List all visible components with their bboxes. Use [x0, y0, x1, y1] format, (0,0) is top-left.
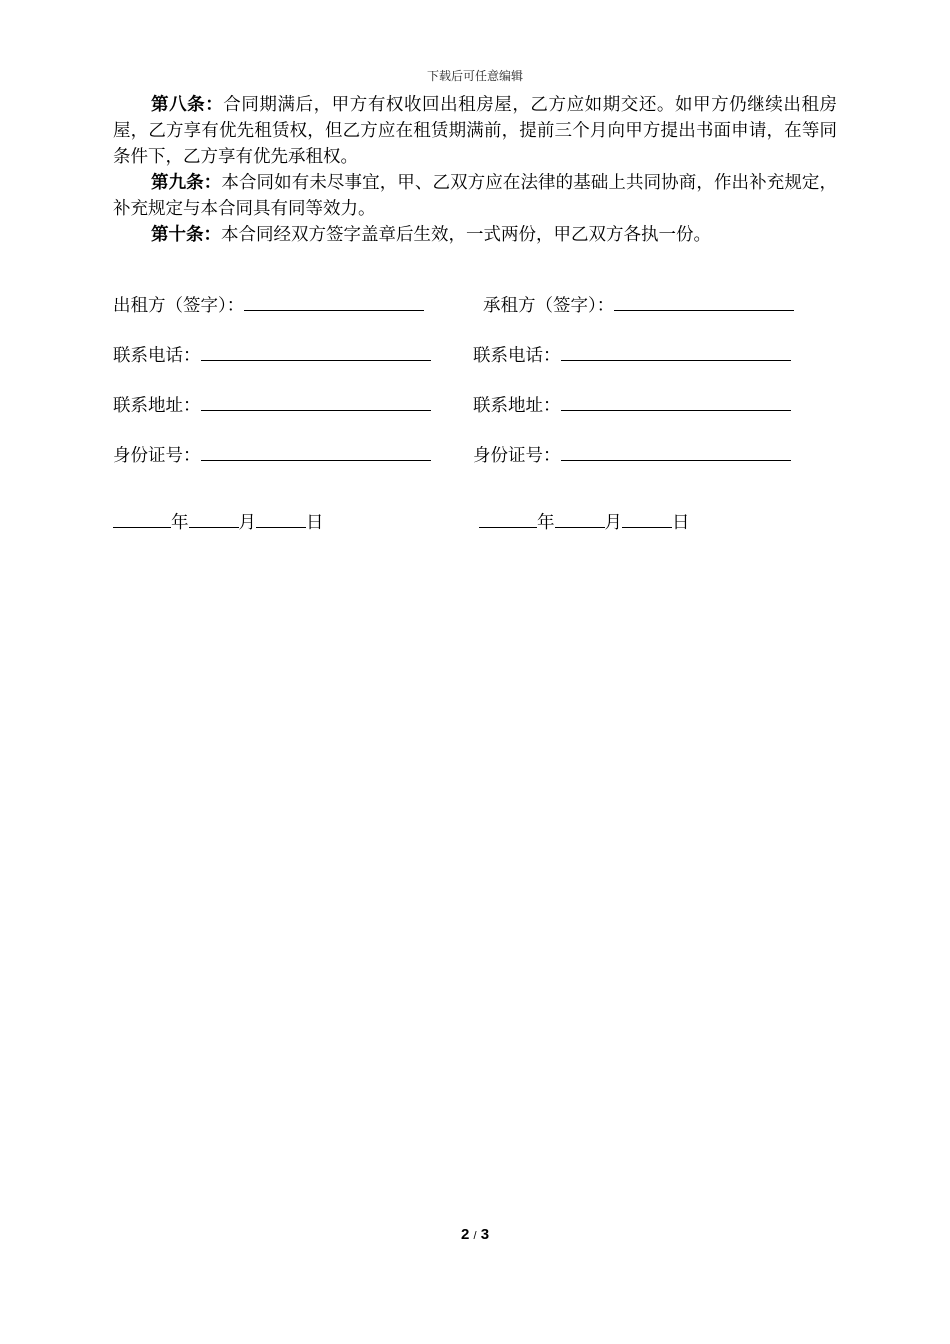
id-line — [201, 442, 431, 461]
phone-row — [113, 342, 837, 368]
month-label: 月 — [238, 513, 256, 533]
page-number — [0, 1226, 950, 1243]
lessee-signature — [483, 292, 794, 317]
article-text: 本合同如有未尽事宜，甲、乙双方应在法律的基础上共同协商，作出补充规定，补充规定与本合同具有同等效力。 — [113, 173, 838, 219]
total-pages: 3 — [480, 1226, 490, 1243]
phone-label: 联系电话： — [113, 346, 201, 366]
day-line — [256, 509, 306, 528]
date-row — [113, 509, 837, 535]
article-label: 第八条： — [151, 95, 224, 115]
article-label: 第九条： — [151, 173, 222, 193]
address-row — [113, 392, 837, 418]
lessor-date — [113, 509, 324, 534]
year-label: 年 — [171, 513, 189, 533]
page-header: 下载后可任意编辑 — [426, 69, 523, 83]
month-line — [189, 509, 239, 528]
lessee-id — [473, 442, 791, 467]
address-line — [201, 392, 431, 411]
article-text: 本合同经双方签字盖章后生效，一式两份，甲乙双方各执一份。 — [221, 225, 711, 245]
contract-body — [113, 92, 837, 248]
day-label: 日 — [306, 513, 324, 533]
phone-label: 联系电话： — [473, 346, 561, 366]
current-page: 2 — [460, 1226, 470, 1243]
address-line — [561, 392, 791, 411]
year-line — [479, 509, 537, 528]
article-8 — [113, 92, 837, 170]
lessor-signature — [113, 292, 424, 317]
id-line — [561, 442, 791, 461]
lessee-address — [473, 392, 791, 417]
article-text: 合同期满后，甲方有权收回出租房屋，乙方应如期交还。如甲方仍继续出租房屋，乙方享有优先租赁权，但乙方应在租赁期满前，提前三个月向甲方提出书面申请，在等同条件下，乙方享有优先承租权。 — [113, 95, 838, 167]
lessor-sign-line — [244, 292, 424, 311]
lessor-address — [113, 392, 431, 417]
article-10 — [113, 222, 837, 248]
lessor-phone — [113, 342, 431, 367]
article-label: 第十条： — [151, 225, 221, 245]
lessee-sign-line — [614, 292, 794, 311]
day-line — [622, 509, 672, 528]
lessee-phone — [473, 342, 791, 367]
page-separator: / — [473, 1230, 477, 1242]
lessee-sign-label: 承租方（签字）： — [483, 296, 615, 316]
month-line — [555, 509, 605, 528]
lessor-id — [113, 442, 431, 467]
address-label: 联系地址： — [113, 396, 201, 416]
id-label: 身份证号： — [473, 446, 561, 466]
address-label: 联系地址： — [473, 396, 561, 416]
article-9 — [113, 170, 837, 222]
id-row — [113, 442, 837, 468]
lessor-sign-label: 出租方（签字）： — [113, 296, 245, 316]
signature-row — [113, 292, 837, 318]
year-label: 年 — [537, 513, 555, 533]
phone-line — [561, 342, 791, 361]
month-label: 月 — [604, 513, 622, 533]
id-label: 身份证号： — [113, 446, 201, 466]
year-line — [113, 509, 171, 528]
phone-line — [201, 342, 431, 361]
lessee-date — [479, 509, 690, 534]
day-label: 日 — [672, 513, 690, 533]
